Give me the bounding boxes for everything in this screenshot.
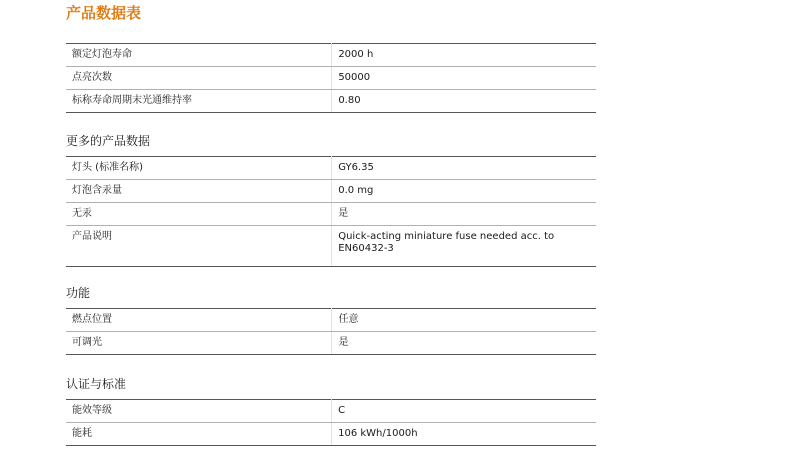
certification-table	[66, 399, 596, 446]
table-row	[66, 332, 596, 355]
row-label: 标称寿命周期末光通维持率	[66, 90, 332, 113]
row-label: 额定灯泡寿命	[66, 44, 332, 67]
row-label: 燃点位置	[66, 309, 332, 332]
row-label: 能耗	[66, 423, 332, 446]
table-row	[66, 423, 596, 446]
row-label: 产品说明	[66, 226, 332, 267]
table-row	[66, 44, 596, 67]
table-row	[66, 203, 596, 226]
section-title-features: 功能	[66, 286, 91, 300]
row-value: C	[332, 400, 596, 423]
row-value: 50000	[332, 67, 596, 90]
table-row	[66, 67, 596, 90]
page-title: 产品数据表	[66, 4, 142, 22]
table-row	[66, 157, 596, 180]
row-label: 无汞	[66, 203, 332, 226]
table-row	[66, 309, 596, 332]
row-value: GY6.35	[332, 157, 596, 180]
row-label: 灯泡含汞量	[66, 180, 332, 203]
row-label: 点亮次数	[66, 67, 332, 90]
row-value: 是	[332, 332, 596, 355]
row-value: 106 kWh/1000h	[332, 423, 596, 446]
row-value: 0.0 mg	[332, 180, 596, 203]
row-value: Quick-acting miniature fuse needed acc. to EN60432-3	[332, 226, 596, 267]
row-value: 2000 h	[332, 44, 596, 67]
section-title-certification: 认证与标准	[66, 377, 127, 391]
row-value: 0.80	[332, 90, 596, 113]
row-value: 任意	[332, 309, 596, 332]
features-table	[66, 308, 596, 355]
table-row	[66, 226, 596, 267]
row-label: 灯头 (标准名称)	[66, 157, 332, 180]
table-row	[66, 90, 596, 113]
row-label: 能效等级	[66, 400, 332, 423]
row-label: 可调光	[66, 332, 332, 355]
table-row	[66, 400, 596, 423]
section-title-more-data: 更多的产品数据	[66, 134, 151, 148]
row-value: 是	[332, 203, 596, 226]
product-data-table	[66, 43, 596, 113]
more-product-data-table	[66, 156, 596, 267]
table-row	[66, 180, 596, 203]
